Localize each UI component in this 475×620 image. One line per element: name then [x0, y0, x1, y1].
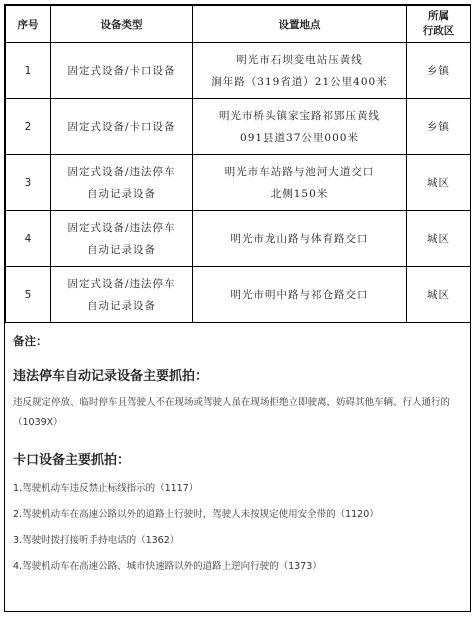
- location-line1: 明光市车站路与池河大道交口: [224, 165, 375, 178]
- checkpoint-item: 2.驾驶机动车在高速公路以外的道路上行驶时，驾驶人未按规定使用安全带的（1120）: [13, 509, 379, 520]
- location-line1: 明光市桥头镇家宝路祁郢压黄线: [219, 109, 380, 122]
- document-sheet: [4, 4, 471, 612]
- row-location: [193, 155, 407, 211]
- row-index: 3: [6, 155, 51, 211]
- header-district-line2: 行政区: [422, 25, 455, 37]
- checkpoint-heading: 卡口设备主要抓拍：: [13, 453, 131, 468]
- row-district: 乡镇: [407, 99, 471, 155]
- device-table: [5, 5, 471, 323]
- row-index: 5: [6, 267, 51, 323]
- header-location: 设置地点: [193, 6, 407, 43]
- row-district: 城区: [407, 211, 471, 267]
- row-location: [193, 211, 407, 267]
- row-device-type: [51, 155, 193, 211]
- device-type-line1: 固定式设备/违法停车: [67, 221, 176, 234]
- device-type-line1: 固定式设备/违法停车: [67, 165, 176, 178]
- table-row: [6, 43, 471, 99]
- header-district: [407, 6, 471, 43]
- location-line1: 明光市石坝变电站压黄线: [236, 53, 363, 66]
- location-line1: 明光市龙山路与体育路交口: [230, 232, 369, 245]
- location-line1: 明光市明中路与祁仓路交口: [230, 288, 369, 301]
- device-type-line2: 自动记录设备: [87, 299, 156, 312]
- row-device-type: [51, 211, 193, 267]
- device-type-line1: 固定式设备/卡口设备: [67, 120, 176, 133]
- row-device-type: [51, 267, 193, 323]
- device-type-line1: 固定式设备/违法停车: [67, 277, 176, 290]
- table-row: [6, 99, 471, 155]
- table-header-row: [6, 6, 471, 43]
- row-district: 城区: [407, 155, 471, 211]
- table-row: [6, 211, 471, 267]
- table-row: [6, 267, 471, 323]
- checkpoint-item: 4.驾驶机动车在高速公路、城市快速路以外的道路上逆向行驶的（1373）: [13, 561, 322, 572]
- header-device-type: 设备类型: [51, 6, 193, 43]
- checkpoint-item: 3.驾驶时拨打接听手持电话的（1362）: [13, 535, 180, 546]
- table-row: [6, 155, 471, 211]
- device-type-line2: 自动记录设备: [87, 243, 156, 256]
- parking-text: 违反规定停放、临时停车且驾驶人不在现场或驾驶人虽在现场拒绝立即驶离，妨碍其他车辆、行人通行的（1039X）: [13, 397, 451, 428]
- row-index: 1: [6, 43, 51, 99]
- header-district-line1: 所属: [428, 10, 449, 22]
- row-location: [193, 43, 407, 99]
- parking-heading: 违法停车自动记录设备主要抓拍：: [13, 369, 209, 384]
- location-line2: 涧年路（319省道）21公里400米: [211, 75, 388, 88]
- location-line2: 091县道37公里000米: [240, 131, 359, 144]
- row-district: 城区: [407, 267, 471, 323]
- notes-section: [5, 333, 470, 572]
- row-index: 2: [6, 99, 51, 155]
- row-index: 4: [6, 211, 51, 267]
- row-location: [193, 99, 407, 155]
- row-device-type: [51, 99, 193, 155]
- row-location: [193, 267, 407, 323]
- header-index: 序号: [6, 6, 51, 43]
- remark-label: 备注：: [13, 334, 48, 348]
- row-device-type: [51, 43, 193, 99]
- location-line2: 北侧150米: [270, 187, 329, 200]
- row-district: 乡镇: [407, 43, 471, 99]
- device-type-line1: 固定式设备/卡口设备: [67, 64, 176, 77]
- checkpoint-item: 1.驾驶机动车违反禁止标线指示的（1117）: [13, 483, 199, 494]
- device-type-line2: 自动记录设备: [87, 187, 156, 200]
